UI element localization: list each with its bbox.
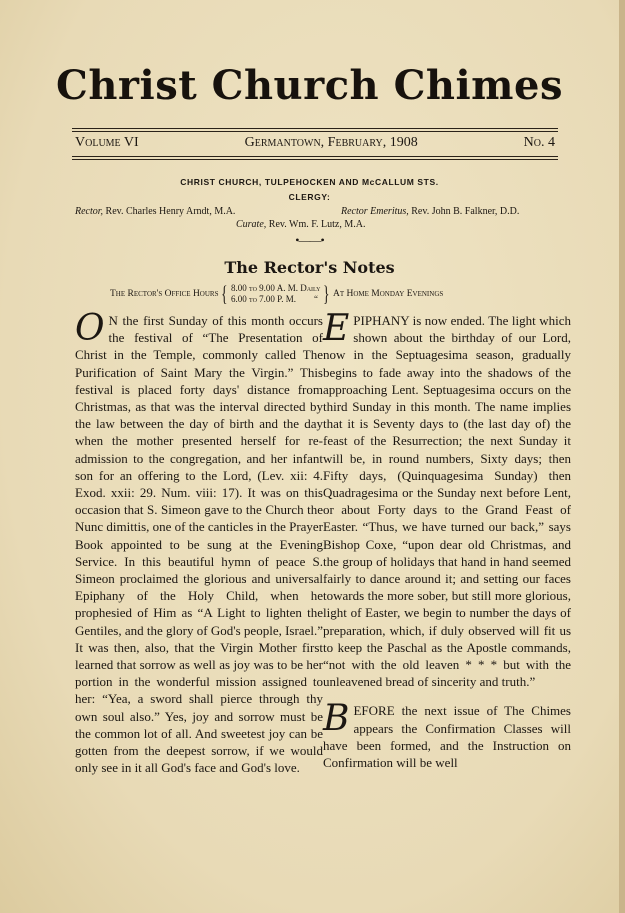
- section-title: The Rector's Notes: [224, 258, 395, 277]
- masthead-rule-bottom-inner: [72, 159, 558, 160]
- article-presentation-text: N the first Sunday of this month occurs the festival of “The Presentation of Christ in the Temple, commonly called The Purification of Saint Mary the Virgin.” This festival is placed forty days' distance from Christmas, as that was the interval directed by the law between the day of birth and the day when the mother presented herself for re-admission to the congregation, and her infant son for an offering to the Lord, (Lev. xii: 4. Exod. xxii: 29. Num. viii: 17). It was on this occasion that S. Simeon gave to the Church the Nunc dimittis, one of the canticles in the Prayer Book appointed to be sung at the Evening Service. In this beautiful hymn of peace S. Simeon proclaimed the glorious and universal Epiphany of the Holy Child, when he prophesied of Him as “A Light to lighten the Gentiles, and the glory of God's people, Israel.” It was then, also, that the Virgin Mother first learned that sorrow as well as joy was to be her portion in the wonderful mission assigned to her: “Yea, a sword shall pierce through thy own soul also.” Yes, joy and sorrow must be the common lot of all. And sweetest joy can be gotten from the deepest sorrow, if we would only see in it all God's face and God's love.: [75, 313, 324, 776]
- dropcap-b: B: [323, 698, 350, 740]
- clergy-label: CLERGY:: [288, 192, 331, 202]
- left-column: [75, 308, 324, 776]
- dropcap-e: E: [323, 308, 350, 349]
- at-home-note: At Home Monday Evenings: [332, 289, 444, 299]
- masthead-rule-bottom: [72, 156, 558, 157]
- emeritus-name: Rev. John B. Falkner, D.D.: [411, 206, 520, 217]
- hours-line-1: 8.00 to 9.00 A. M. Daily: [231, 283, 321, 293]
- article-presentation: [75, 308, 324, 776]
- issue-number: No. 4: [523, 135, 555, 150]
- curate-line: [236, 219, 365, 230]
- emeritus-line: [341, 206, 519, 217]
- dropcap-o: O: [75, 308, 105, 349]
- left-brace: {: [221, 281, 228, 306]
- volume-label: Volume VI: [75, 135, 139, 150]
- emeritus-title: Rector Emeritus,: [341, 206, 409, 217]
- right-brace: }: [323, 281, 330, 306]
- ornament-divider: •——•: [295, 233, 324, 247]
- hours-line-2: 6.00 to 7.00 P. M. “: [231, 294, 318, 304]
- church-address: CHRIST CHURCH, TULPEHOCKEN AND McCALLUM STS.: [180, 177, 439, 187]
- masthead-rule-top: [72, 128, 558, 129]
- issue-line: [75, 135, 555, 151]
- article-epiphany: [323, 308, 571, 690]
- rector-name: Rev. Charles Henry Arndt, M.A.: [105, 206, 236, 217]
- rector-line: [75, 206, 235, 217]
- article-confirmation-text: EFORE the next issue of The Chimes appears the Confirmation Classes will have been formed, and the Instruction on Confirmation will be well: [323, 703, 571, 771]
- rector-title: Rector,: [75, 206, 104, 217]
- right-column: [323, 308, 571, 771]
- place-date: Germantown, February, 1908: [244, 135, 418, 150]
- office-hours: [110, 283, 443, 305]
- masthead-rule-top-inner: [72, 131, 558, 132]
- curate-name: Rev. Wm. F. Lutz, M.A.: [268, 219, 366, 230]
- hours-times: [231, 283, 320, 305]
- article-epiphany-text: PIPHANY is now ended. The light which shown about the birthday of our Lord, now in the Septuagesima season, gradually begins to fade away into the shadows of the approaching Lent. Septuagesima occurs on the third Sunday in this month. The name implies that it is Seventy days to (the last day of) the feast of the Resurrection; the next Sunday it will be, in round numbers, Sixty days; then Fifty days, (Quinquagesima Sunday) then Quadragesima or the Sunday next before Lent, or about Forty days to the Grand Feast of Easter. “Thus, we have turned our back,” says Bishop Coxe, “upon dear old Christmas, and the group of holidays that hand in hand seemed fairly to dance around it; and setting our faces towards the more sober, but still more glorious, light of Easter, we begin to number the days of preparation, which, if duly observed will fit us to keep the Paschal as the Apostle commands, “not with the old leaven * * * but with the unleavened bread of sincerity and truth.”: [323, 313, 571, 690]
- masthead-title: Christ Church Chimes: [56, 62, 563, 109]
- article-confirmation: [323, 698, 571, 771]
- curate-title: Curate,: [236, 219, 267, 230]
- office-hours-label: The Rector's Office Hours: [110, 289, 219, 299]
